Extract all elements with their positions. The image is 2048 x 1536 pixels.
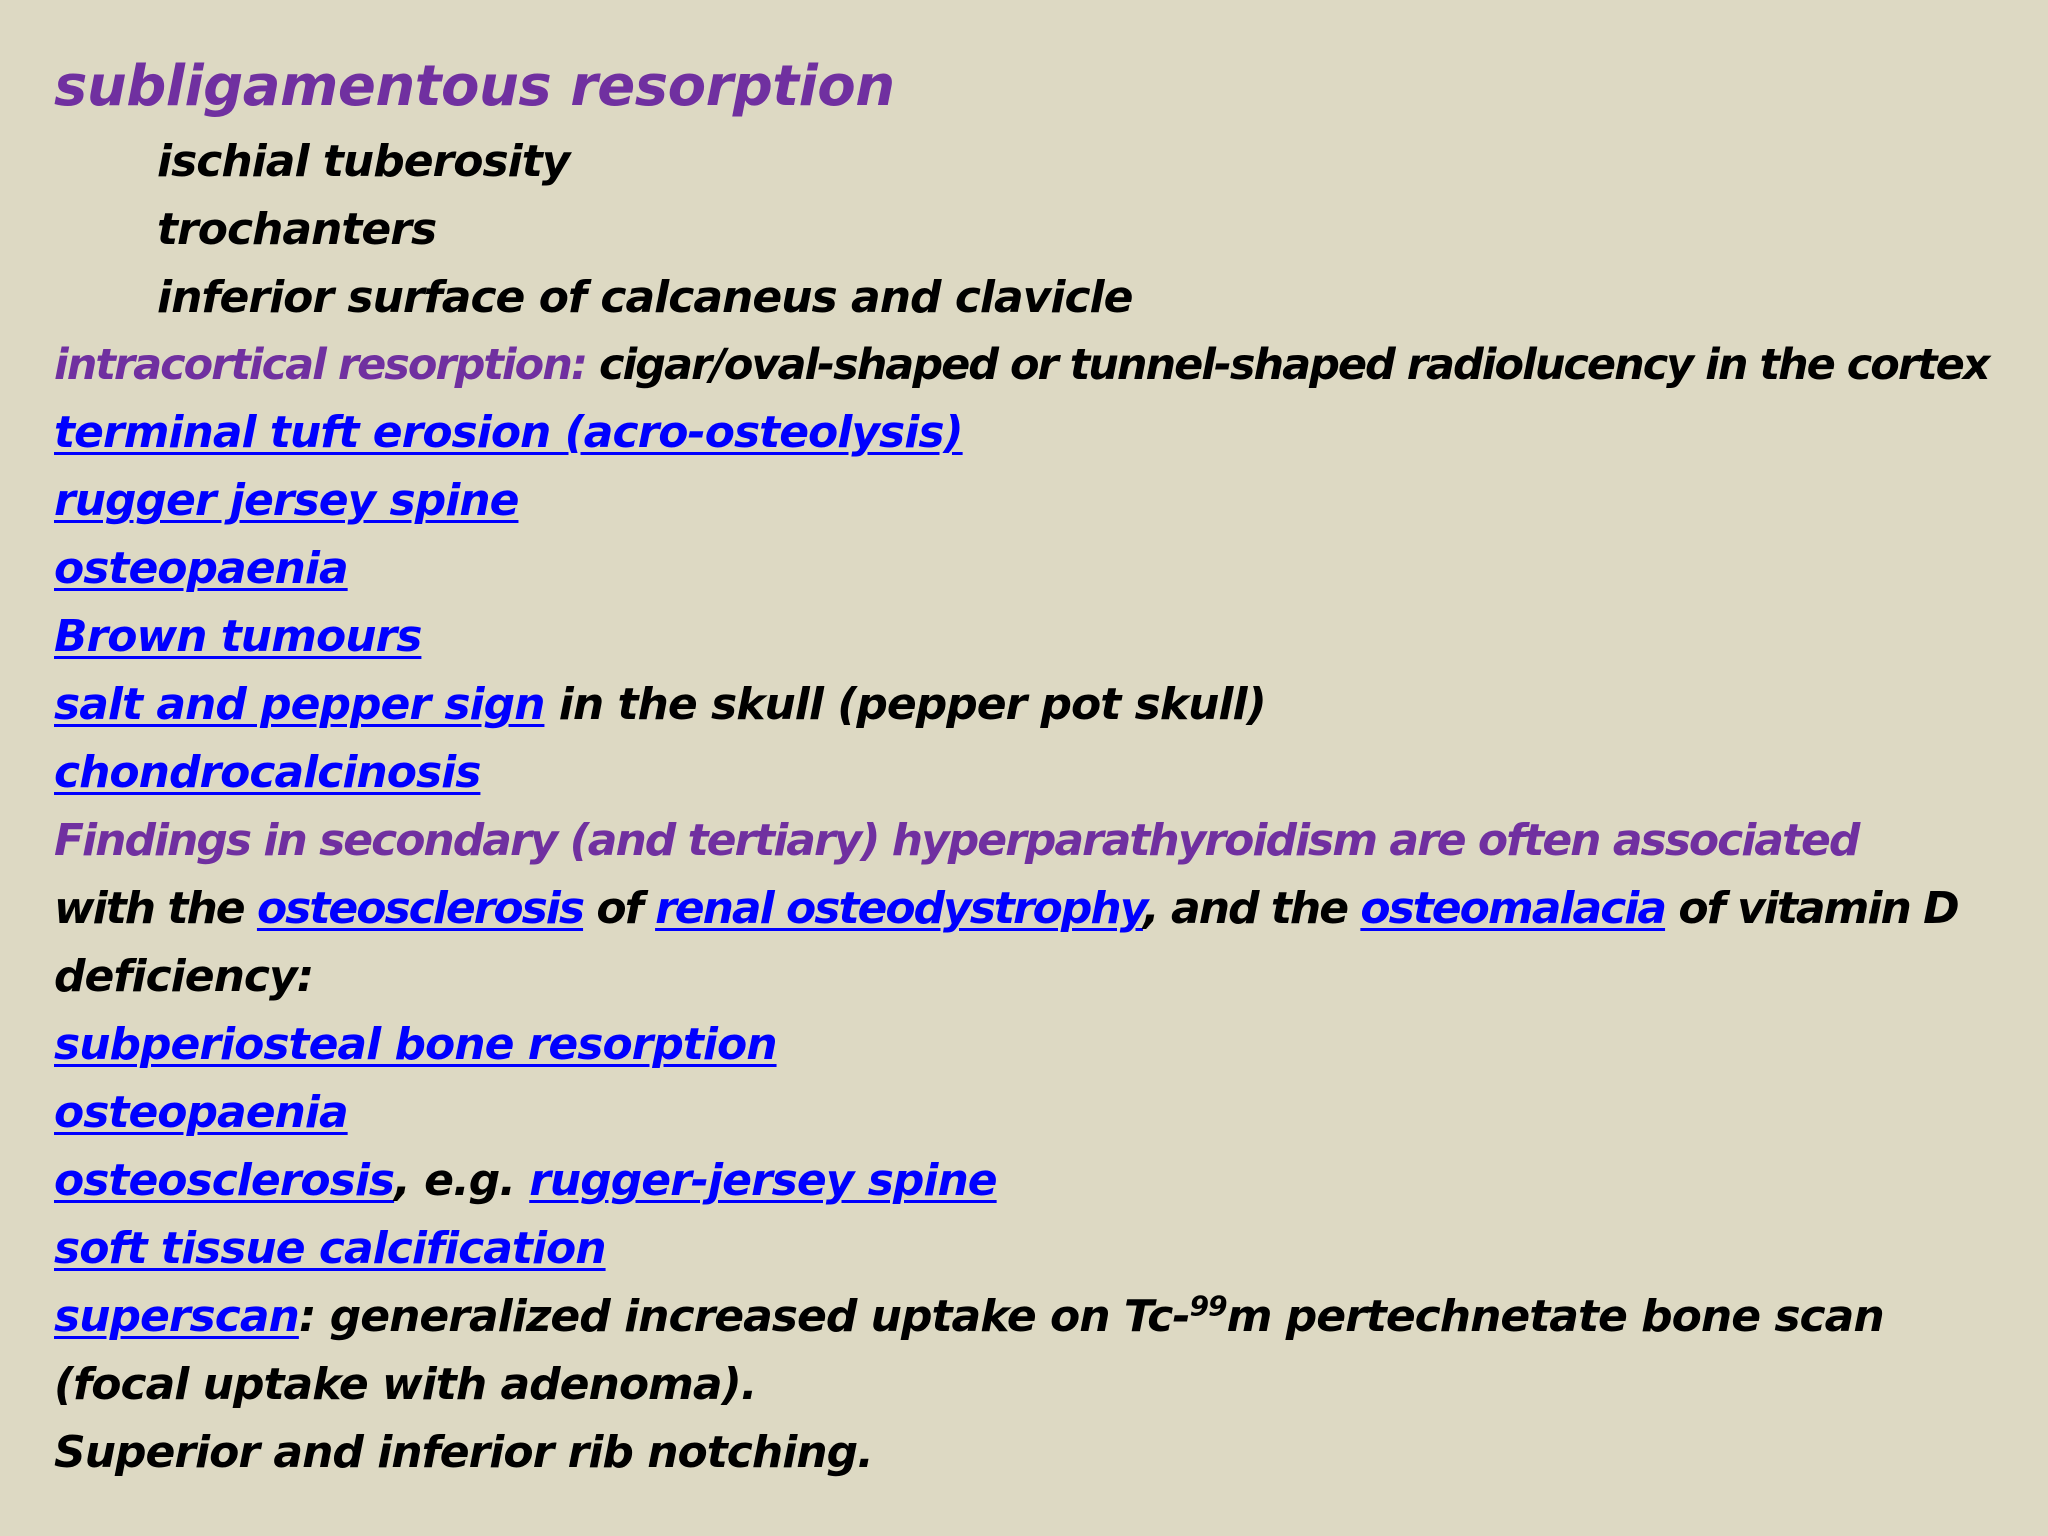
sub-item-trochanters: trochanters: [157, 204, 437, 255]
secondary-text-2: of: [583, 883, 656, 934]
link-brown-tumours[interactable]: Brown tumours: [54, 611, 422, 662]
link-osteosclerosis[interactable]: osteosclerosis: [256, 883, 584, 934]
link-rugger-jersey-spine-secondary[interactable]: rugger-jersey spine: [529, 1155, 997, 1206]
link-terminal-tuft-erosion[interactable]: terminal tuft erosion (acro-osteolysis): [54, 407, 963, 458]
link-renal-osteodystrophy[interactable]: renal osteodystrophy: [655, 883, 1143, 934]
link-subperiosteal-bone-resorption[interactable]: subperiosteal bone resorption: [54, 1019, 777, 1070]
link-soft-tissue-calcification[interactable]: soft tissue calcification: [54, 1223, 606, 1274]
link-line-terminal-tuft: [54, 405, 963, 461]
link-salt-and-pepper-sign[interactable]: salt and pepper sign: [54, 679, 545, 730]
salt-pepper-line: [54, 677, 1266, 733]
link-superscan[interactable]: superscan: [54, 1291, 299, 1342]
intracortical-line: [54, 337, 1989, 393]
osteosclerosis-line: [54, 1153, 997, 1209]
superscan-line: [54, 1289, 1884, 1345]
link-rugger-jersey-spine[interactable]: rugger jersey spine: [54, 475, 519, 526]
slide-title: subligamentous resorption: [54, 54, 895, 119]
secondary-heading: Findings in secondary (and tertiary) hyperparathyroidism are often associated: [54, 815, 1859, 866]
link-line-rugger-jersey: [54, 473, 518, 529]
link-osteosclerosis-secondary[interactable]: osteosclerosis: [54, 1155, 395, 1206]
link-line-soft-tissue: [54, 1221, 606, 1277]
link-osteopaenia-secondary[interactable]: osteopaenia: [54, 1087, 348, 1138]
link-line-osteopaenia: [54, 541, 348, 597]
link-line-subperiosteal: [54, 1017, 777, 1073]
secondary-text-1: with the: [54, 883, 257, 934]
link-line-chondrocalcinosis: [54, 745, 480, 801]
intracortical-text: cigar/oval-shaped or tunnel-shaped radiolucency in the cortex: [586, 340, 1989, 390]
intracortical-label: intracortical resorption:: [54, 340, 587, 390]
secondary-text-3: , and the: [1142, 883, 1361, 934]
superscan-superscript: 99: [1189, 1289, 1227, 1323]
superscan-text-2: m pertechnetate bone scan: [1226, 1291, 1884, 1342]
link-line-brown-tumours: [54, 609, 421, 665]
sub-item-calcaneus: inferior surface of calcaneus and clavicle: [157, 272, 1133, 323]
link-osteomalacia[interactable]: osteomalacia: [1360, 883, 1666, 934]
salt-pepper-text: in the skull (pepper pot skull): [544, 679, 1266, 730]
superscan-continuation: (focal uptake with adenoma).: [54, 1359, 757, 1410]
secondary-association-line: [54, 881, 1958, 937]
sub-item-ischial: ischial tuberosity: [157, 136, 570, 187]
link-line-osteopaenia-2: [54, 1085, 348, 1141]
secondary-text-4: of vitamin D: [1665, 883, 1958, 934]
osteosclerosis-eg-text: , e.g.: [394, 1155, 530, 1206]
superscan-text-1: : generalized increased uptake on Tc-: [298, 1291, 1190, 1342]
rib-notching-line: Superior and inferior rib notching.: [54, 1427, 873, 1478]
link-osteopaenia[interactable]: osteopaenia: [54, 543, 348, 594]
secondary-continuation: deficiency:: [54, 951, 314, 1002]
link-chondrocalcinosis[interactable]: chondrocalcinosis: [54, 747, 481, 798]
